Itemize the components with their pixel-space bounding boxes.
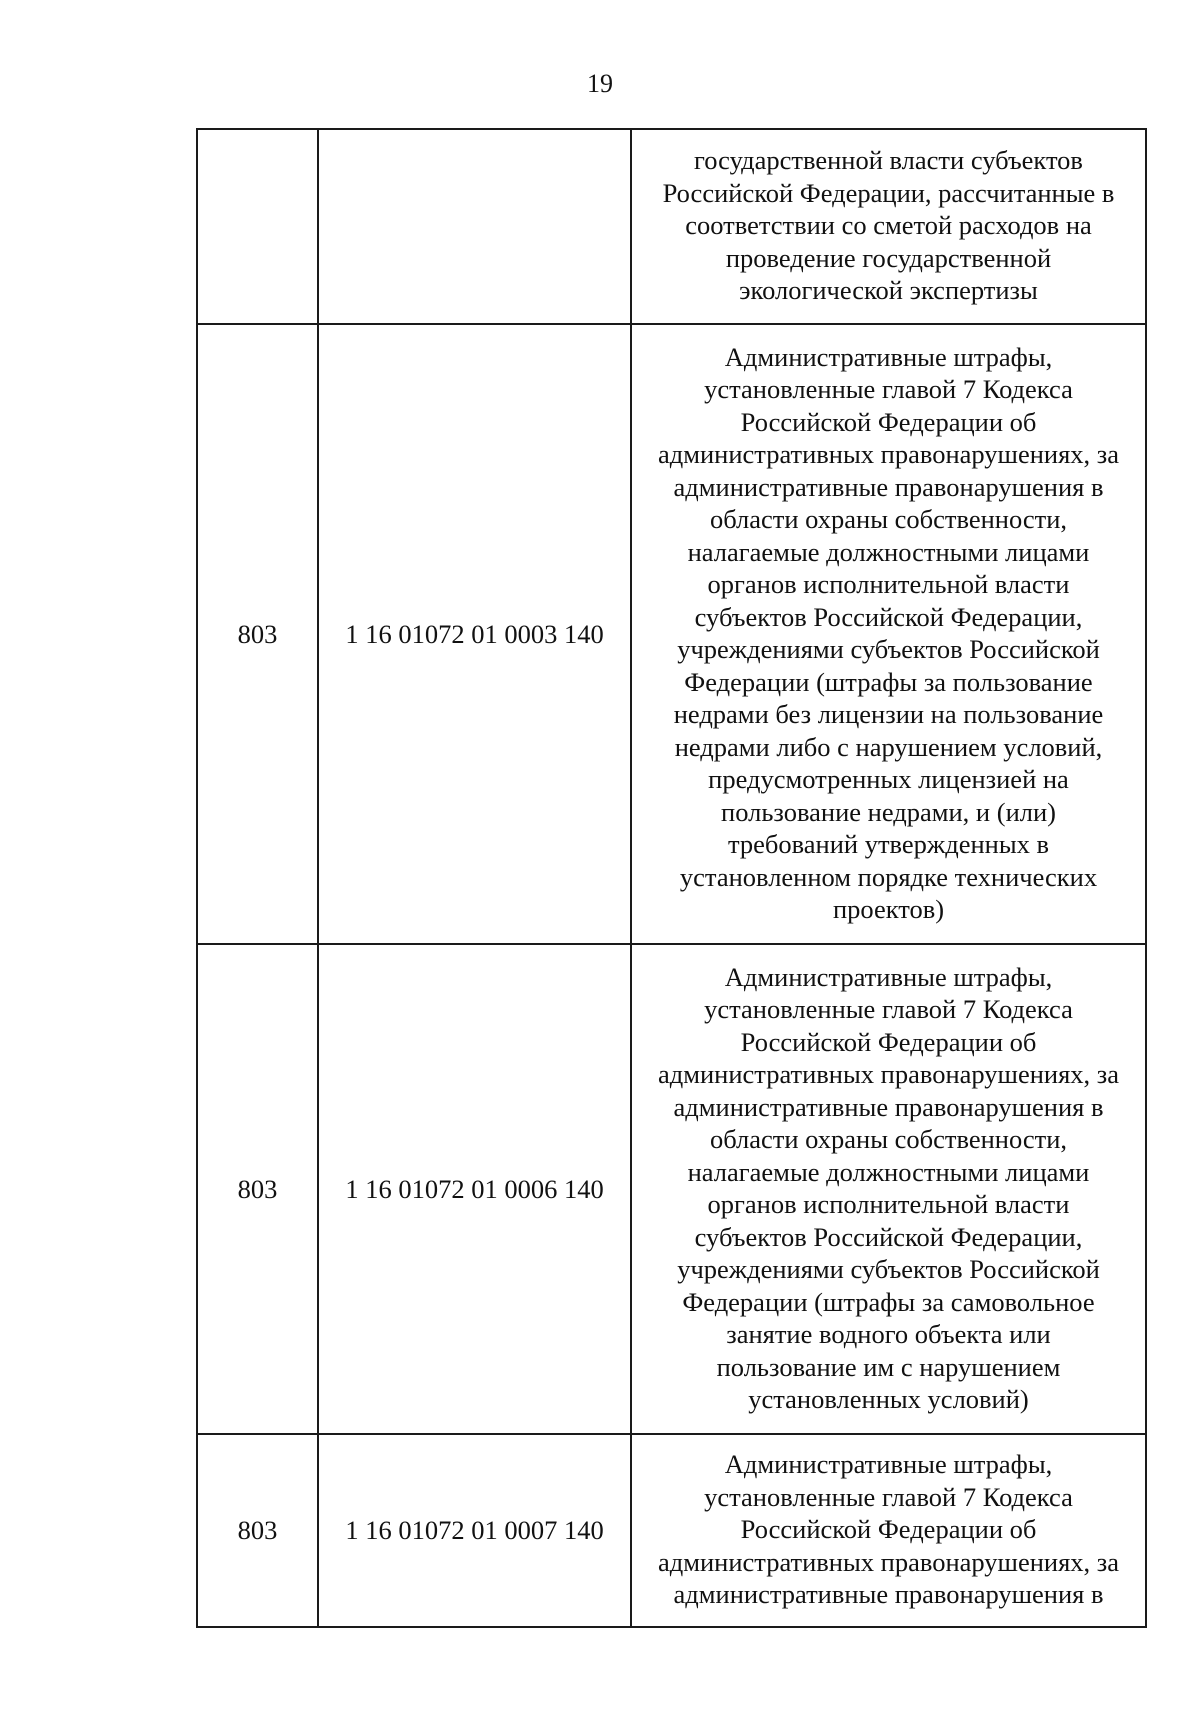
description-line: Российской Федерации об (740, 1026, 1037, 1057)
description-line: Российской Федерации, рассчитанные в (662, 177, 1115, 208)
description-line: административных правонарушениях, за (657, 439, 1119, 469)
table-row (197, 944, 1146, 1434)
description-line: административных правонарушениях, за (657, 1546, 1119, 1577)
description-line: административные правонарушения в (673, 471, 1104, 502)
description-line: недрами либо с нарушением условий, (674, 731, 1103, 762)
description-line: установленном порядке технических (679, 861, 1098, 892)
description-line: Федерации (штрафы за самовольное (682, 1286, 1095, 1317)
description-line: органов исполнительной власти (707, 1189, 1070, 1219)
description-line: учреждениями субъектов Российской (677, 634, 1100, 664)
revenue-codes-table (196, 128, 1147, 1628)
description-line: пользование им с нарушением (716, 1351, 1061, 1382)
description-line: налагаемые должностными лицами (687, 1156, 1090, 1187)
budget-code-cell: 1 16 01072 01 0006 140 (318, 944, 631, 1434)
description-line: предусмотренных лицензией на (708, 764, 1069, 794)
page-number: 19 (587, 69, 613, 98)
description-line: субъектов Российской Федерации, (694, 1221, 1083, 1252)
budget-code-cell (318, 129, 631, 324)
description-cell (631, 129, 1146, 324)
description-line: недрами без лицензии на пользование (673, 699, 1104, 729)
budget-code-cell: 1 16 01072 01 0003 140 (318, 324, 631, 944)
description-line: области охраны собственности, (709, 1124, 1068, 1154)
description-line: Российской Федерации об (740, 406, 1037, 437)
description-line: проведение государственной (725, 242, 1052, 273)
description-cell (631, 1434, 1146, 1627)
description-line: Административные штрафы, (724, 961, 1053, 992)
table-row (197, 1434, 1146, 1627)
description-line: Административные штрафы, (724, 341, 1053, 372)
description-line: экологической экспертизы (739, 275, 1038, 306)
description-line: государственной власти субъектов (694, 145, 1083, 176)
description-line: Административные штрафы, (724, 1449, 1053, 1480)
description-line: соответствии со сметой расходов на (685, 210, 1092, 241)
description-line: установленные главой 7 Кодекса (704, 374, 1073, 404)
description-line: занятие водного объекта или (726, 1319, 1051, 1349)
description-line: Федерации (штрафы за пользование (684, 666, 1093, 697)
description-line: административные правонарушения в (673, 1091, 1104, 1122)
description-line: проектов) (832, 894, 945, 924)
description-line: пользование недрами, и (или) (721, 796, 1056, 827)
description-line: органов исполнительной власти (707, 569, 1070, 599)
description-cell (631, 944, 1146, 1434)
description-line: требований утвержденных в (727, 829, 1050, 859)
description-line: налагаемые должностными лицами (687, 536, 1090, 567)
table-row (197, 129, 1146, 324)
description-line: Российской Федерации об (740, 1514, 1037, 1545)
admin-code-cell (197, 129, 318, 324)
budget-code-cell: 1 16 01072 01 0007 140 (318, 1434, 631, 1627)
admin-code-cell: 803 (197, 324, 318, 944)
description-line: субъектов Российской Федерации, (694, 601, 1083, 632)
description-line: учреждениями субъектов Российской (677, 1254, 1100, 1284)
admin-code-cell: 803 (197, 944, 318, 1434)
description-line: установленные главой 7 Кодекса (704, 1481, 1073, 1512)
admin-code-cell: 803 (197, 1434, 318, 1627)
description-line: установленные главой 7 Кодекса (704, 994, 1073, 1024)
description-line: области охраны собственности, (709, 504, 1068, 534)
description-line: административных правонарушениях, за (657, 1059, 1119, 1089)
table-row (197, 324, 1146, 944)
description-line: установленных условий) (748, 1384, 1029, 1414)
description-cell (631, 324, 1146, 944)
description-line: административные правонарушения в (673, 1579, 1104, 1610)
